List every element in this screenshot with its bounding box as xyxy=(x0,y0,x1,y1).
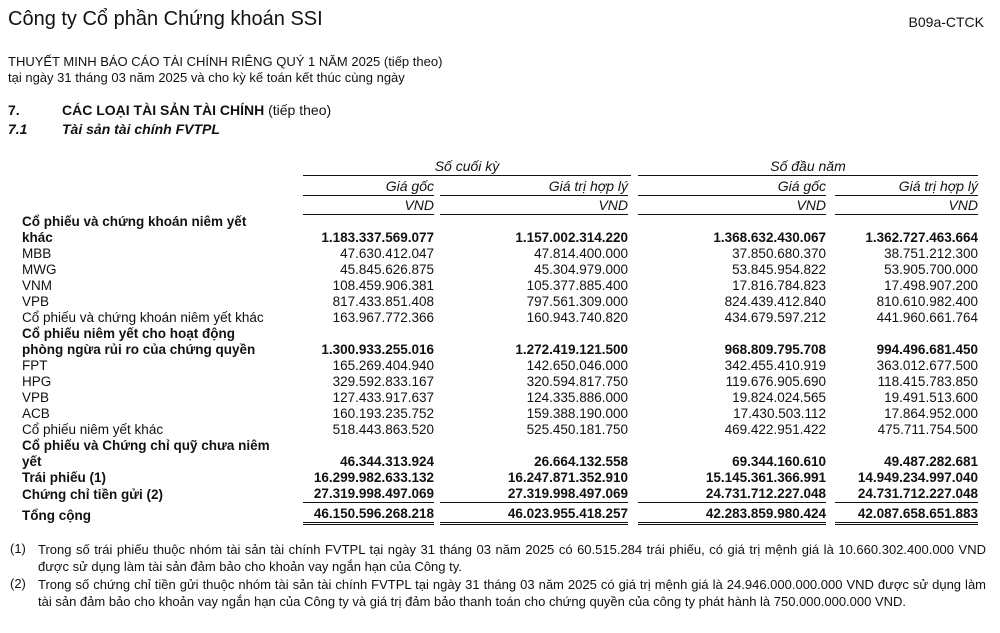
end-fair-value: 105.377.885.400 xyxy=(526,278,628,293)
end-fair-value: 26.664.132.558 xyxy=(534,454,628,469)
row-label: Cổ phiếu niêm yết cho hoạt động xyxy=(22,326,236,341)
end-fair-value: 159.388.190.000 xyxy=(526,406,628,421)
start-cost-value: 1.368.632.430.067 xyxy=(713,230,826,245)
unit-start-cost: VND xyxy=(638,197,826,215)
row-label: HPG xyxy=(22,374,52,389)
start-fair-value: 24.731.712.227.048 xyxy=(857,486,978,501)
footnote-2 xyxy=(8,576,986,610)
row-label: MBB xyxy=(22,246,52,261)
col-header-end-fair: Giá trị hợp lý xyxy=(440,178,628,196)
start-fair-value: 810.610.982.400 xyxy=(876,294,978,309)
end-cost-value: 46.150.596.268.218 xyxy=(303,503,434,524)
start-cost-value: 434.679.597.212 xyxy=(724,310,826,325)
start-cost-value: 17.816.784.823 xyxy=(732,278,826,293)
end-fair-value xyxy=(440,326,628,342)
row-label: Cổ phiếu và chứng khoán niêm yết xyxy=(22,214,247,229)
section-title-suffix: (tiếp theo) xyxy=(264,102,332,118)
end-fair-value: 124.335.886.000 xyxy=(526,390,628,405)
end-cost-value: 45.845.626.875 xyxy=(340,262,434,277)
end-cost-value xyxy=(303,326,434,342)
end-fair-value: 142.650.046.000 xyxy=(526,358,628,373)
start-fair-value xyxy=(835,214,978,230)
unit-end-cost: VND xyxy=(303,197,434,215)
subsection-number: 7.1 xyxy=(8,121,28,137)
table-row xyxy=(22,374,978,390)
start-cost-value xyxy=(638,326,826,342)
end-cost-value: 163.967.772.366 xyxy=(332,310,434,325)
end-fair-value: 46.023.955.418.257 xyxy=(440,503,628,524)
end-cost-value: 27.319.998.497.069 xyxy=(313,486,434,501)
table-row xyxy=(22,278,978,294)
start-fair-value: 1.362.727.463.664 xyxy=(865,230,978,245)
start-fair-value: 994.496.681.450 xyxy=(876,342,978,357)
start-fair-value: 441.960.661.764 xyxy=(876,310,978,325)
table-row xyxy=(22,294,978,310)
start-cost-value: 968.809.795.708 xyxy=(724,342,826,357)
end-cost-value: 1.183.337.569.077 xyxy=(321,230,434,245)
start-fair-value: 49.487.282.681 xyxy=(884,454,978,469)
end-fair-value xyxy=(440,214,628,230)
table-row xyxy=(22,406,978,422)
start-fair-value: 363.012.677.500 xyxy=(876,358,978,373)
group-header-end-period: Số cuối kỳ xyxy=(303,158,631,176)
end-fair-value: 320.594.817.750 xyxy=(526,374,628,389)
footnote-number: (1) xyxy=(10,541,26,556)
start-cost-value: 37.850.680.370 xyxy=(732,246,826,261)
end-fair-value xyxy=(440,438,628,454)
row-label: Tổng cộng xyxy=(22,507,91,523)
end-cost-value: 46.344.313.924 xyxy=(340,454,434,469)
row-label: VNM xyxy=(22,278,52,293)
fvtpl-table xyxy=(22,214,978,525)
row-label: Chứng chỉ tiền gửi (2) xyxy=(22,486,164,502)
total-row xyxy=(22,503,978,524)
end-cost-value xyxy=(303,214,434,230)
col-header-end-cost: Giá gốc xyxy=(303,178,434,196)
row-label: ACB xyxy=(22,406,50,421)
start-cost-value: 342.455.410.919 xyxy=(724,358,826,373)
start-fair-value: 17.498.907.200 xyxy=(884,278,978,293)
row-label: MWG xyxy=(22,262,57,277)
table-row xyxy=(22,454,978,470)
company-name: Công ty Cổ phần Chứng khoán SSI xyxy=(8,8,323,30)
row-label: phòng ngừa rủi ro của chứng quyền xyxy=(22,342,256,357)
start-fair-value xyxy=(835,438,978,454)
footnotes xyxy=(8,541,986,611)
table-row xyxy=(22,326,978,342)
start-fair-value: 475.711.754.500 xyxy=(877,422,978,437)
section-title xyxy=(62,102,331,118)
table-row xyxy=(22,230,978,246)
end-cost-value: 108.459.906.381 xyxy=(332,278,434,293)
row-label: Cổ phiếu và Chứng chỉ quỹ chưa niêm xyxy=(22,438,270,453)
section-title-main: CÁC LOẠI TÀI SẢN TÀI CHÍNH xyxy=(62,102,265,118)
group-header-start-year: Số đầu năm xyxy=(638,158,978,176)
start-cost-value: 53.845.954.822 xyxy=(732,262,826,277)
row-label: VPB xyxy=(22,390,50,405)
unit-start-fair: VND xyxy=(835,197,978,215)
row-label: FPT xyxy=(22,358,48,373)
row-label: Cổ phiếu và chứng khoán niêm yết khác xyxy=(22,310,264,325)
footnote-text: Trong số trái phiếu thuộc nhóm tài sản tài chính FVTPL tại ngày 31 tháng 03 năm 2025 có 60.515.284 trái phiếu, có giá trị mệnh giá là 10.660.302.400.000 VND được sử dụng làm tài sản đảm bảo cho khoản vay ngắn hạn của Công ty. xyxy=(38,542,986,574)
table-body xyxy=(22,214,978,524)
table-row xyxy=(22,262,978,278)
col-header-start-cost: Giá gốc xyxy=(638,178,826,196)
end-cost-value: 165.269.404.940 xyxy=(332,358,434,373)
table-row xyxy=(22,438,978,454)
report-title: THUYẾT MINH BÁO CÁO TÀI CHÍNH RIÊNG QUÝ 1 NĂM 2025 (tiếp theo) xyxy=(8,54,443,69)
end-cost-value: 329.592.833.167 xyxy=(332,374,434,389)
start-cost-value: 17.430.503.112 xyxy=(733,406,826,421)
table-row xyxy=(22,358,978,374)
end-cost-value: 518.443.863.520 xyxy=(332,422,434,437)
end-fair-value: 1.272.419.121.500 xyxy=(515,342,628,357)
end-fair-value: 16.247.871.352.910 xyxy=(507,470,628,485)
start-cost-value: 24.731.712.227.048 xyxy=(705,486,826,501)
start-fair-value: 53.905.700.000 xyxy=(884,262,978,277)
footnote-text: Trong số chứng chỉ tiền gửi thuộc nhóm tài sản tài chính FVTPL tại ngày 31 tháng 03 năm 2025 có giá trị mệnh giá là 24.946.000.000.000 VND được sử dụng làm tài sản đảm bảo cho khoản vay ngắn hạn của Công ty và giá trị đảm bảo thanh toán cho chứng quyền của công ty phát hành là 750.000.000.000 VND. xyxy=(38,577,986,609)
table-row xyxy=(22,390,978,406)
start-cost-value: 119.676.905.690 xyxy=(725,374,826,389)
end-cost-value xyxy=(303,438,434,454)
start-cost-value: 469.422.951.422 xyxy=(724,422,826,437)
start-fair-value: 14.949.234.997.040 xyxy=(857,470,978,485)
start-fair-value xyxy=(835,326,978,342)
col-header-start-fair: Giá trị hợp lý xyxy=(835,178,978,196)
start-cost-value: 69.344.160.610 xyxy=(732,454,826,469)
start-cost-value xyxy=(638,214,826,230)
end-fair-value: 160.943.740.820 xyxy=(526,310,628,325)
footnote-number: (2) xyxy=(10,576,26,591)
end-cost-value: 16.299.982.633.132 xyxy=(313,470,434,485)
start-cost-value: 19.824.024.565 xyxy=(732,390,826,405)
start-fair-value: 19.491.513.600 xyxy=(884,390,978,405)
end-cost-value: 160.193.235.752 xyxy=(332,406,434,421)
row-label: khác xyxy=(22,230,53,245)
start-fair-value: 38.751.212.300 xyxy=(884,246,978,261)
end-cost-value: 127.433.917.637 xyxy=(332,390,434,405)
section-number: 7. xyxy=(8,102,20,118)
footnote-1 xyxy=(8,541,986,575)
end-fair-value: 1.157.002.314.220 xyxy=(515,230,628,245)
end-fair-value: 27.319.998.497.069 xyxy=(507,486,628,501)
row-label: Cổ phiếu niêm yết khác xyxy=(22,422,164,437)
row-label: VPB xyxy=(22,294,50,309)
row-label: yết xyxy=(22,454,42,469)
end-cost-value: 47.630.412.047 xyxy=(340,246,434,261)
end-fair-value: 47.814.400.000 xyxy=(534,246,628,261)
end-fair-value: 525.450.181.750 xyxy=(526,422,628,437)
start-cost-value: 42.283.859.980.424 xyxy=(638,503,826,524)
report-period: tại ngày 31 tháng 03 năm 2025 và cho kỳ kế toán kết thúc cùng ngày xyxy=(8,70,405,85)
table-row xyxy=(22,470,978,486)
start-fair-value: 17.864.952.000 xyxy=(884,406,978,421)
unit-end-fair: VND xyxy=(440,197,628,215)
subsection-title: Tài sản tài chính FVTPL xyxy=(62,121,220,137)
start-cost-value: 15.145.361.366.991 xyxy=(705,470,826,485)
start-cost-value xyxy=(638,438,826,454)
start-fair-value: 118.415.783.850 xyxy=(877,374,978,389)
row-label: Trái phiếu (1) xyxy=(22,470,107,485)
start-cost-value: 824.439.412.840 xyxy=(724,294,826,309)
table-row xyxy=(22,486,978,503)
start-fair-value: 42.087.658.651.883 xyxy=(835,503,978,524)
table-row xyxy=(22,214,978,230)
end-fair-value: 797.561.309.000 xyxy=(526,294,628,309)
table-row xyxy=(22,310,978,326)
table-row xyxy=(22,342,978,358)
form-code: B09a-CTCK xyxy=(908,14,984,30)
table-row xyxy=(22,422,978,438)
table-row xyxy=(22,246,978,262)
end-fair-value: 45.304.979.000 xyxy=(534,262,628,277)
end-cost-value: 817.433.851.408 xyxy=(332,294,434,309)
end-cost-value: 1.300.933.255.016 xyxy=(321,342,434,357)
